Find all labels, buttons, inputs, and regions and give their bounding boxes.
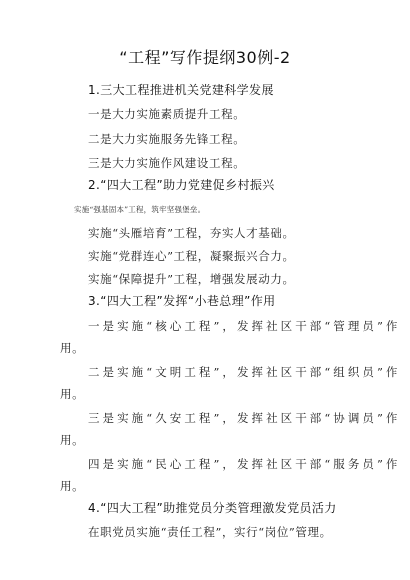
section-3-item-2-line-1: 二是实施“文明工程”，发挥社区干部“组织员”作 xyxy=(88,365,398,379)
section-3-heading: 3.“四大工程”发挥“小巷总理”作用 xyxy=(88,294,276,308)
document-title: “工程”写作提纲30例-2 xyxy=(119,48,291,67)
section-3-item-4-line-1: 四是实施“民心工程”，发挥社区干部“服务员”作 xyxy=(88,457,398,471)
section-2-note: 实施“强基固本”工程，筑牢坚强堡垒。 xyxy=(74,205,206,214)
section-1-item-1: 一是大力实施素质提升工程。 xyxy=(88,107,246,121)
section-4-heading: 4.“四大工程”助推党员分类管理激发党员活力 xyxy=(88,501,337,515)
section-3-item-2-line-2: 用。 xyxy=(60,387,85,401)
section-4-item-1: 在职党员实施“责任工程”，实行“岗位”管理。 xyxy=(88,525,332,539)
section-1-item-3: 三是大力实施作风建设工程。 xyxy=(88,156,246,170)
section-2-item-1: 实施“头雁培育”工程，夯实人才基础。 xyxy=(88,226,295,240)
section-2-item-3: 实施“保障提升”工程，增强发展动力。 xyxy=(88,272,295,286)
section-3-item-1-line-2: 用。 xyxy=(60,341,85,355)
section-1-item-2: 二是大力实施服务先锋工程。 xyxy=(88,132,246,146)
section-2-item-2: 实施“党群连心”工程，凝聚振兴合力。 xyxy=(88,249,295,263)
section-3-item-3-line-1: 三是实施“久安工程”，发挥社区干部“协调员”作 xyxy=(88,411,398,425)
section-3-item-1-line-1: 一是实施“核心工程”，发挥社区干部“管理员”作 xyxy=(88,319,398,333)
section-3-item-4-line-2: 用。 xyxy=(60,479,85,493)
section-3-item-3-line-2: 用。 xyxy=(60,433,85,447)
section-2-heading: 2.“四大工程”助力党建促乡村振兴 xyxy=(88,178,275,192)
section-1-heading: 1.三大工程推进机关党建科学发展 xyxy=(88,83,274,97)
